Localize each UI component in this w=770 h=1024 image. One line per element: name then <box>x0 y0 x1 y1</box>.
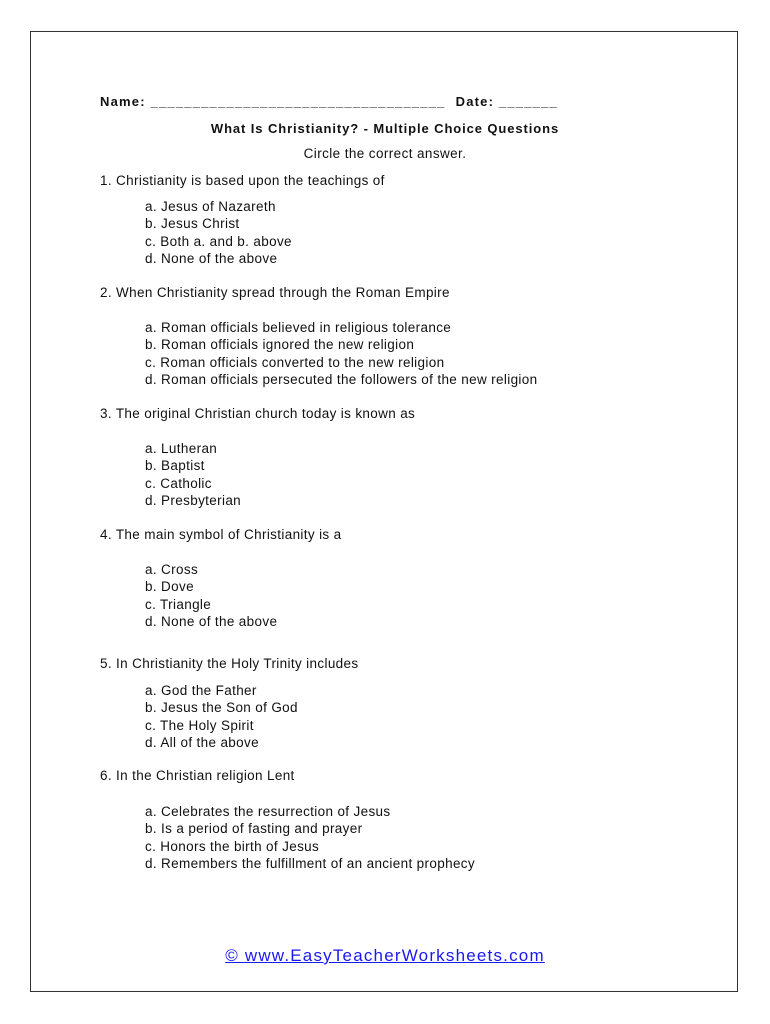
instructions: Circle the correct answer. <box>303 146 467 161</box>
option: c. The Holy Spirit <box>145 717 254 733</box>
option: d. Roman officials persecuted the followers of the new religion <box>145 371 538 387</box>
option: b. Jesus the Son of God <box>145 700 298 716</box>
option: b. Is a period of fasting and prayer <box>145 821 363 837</box>
option: c. Both a. and b. above <box>145 233 292 249</box>
option: b. Baptist <box>145 458 205 474</box>
option: a. Jesus of Nazareth <box>145 199 276 214</box>
option: a. Lutheran <box>145 441 218 456</box>
question-3: 3. The original Christian church today is known as <box>100 406 416 421</box>
date-field: Date: _______ <box>455 94 558 109</box>
option: d. None of the above <box>145 613 278 629</box>
question-5: 5. In Christianity the Holy Trinity includes <box>100 656 359 671</box>
option: b. Jesus Christ <box>145 216 240 232</box>
option: c. Catholic <box>145 475 212 491</box>
header-line <box>100 94 558 109</box>
question-4-options <box>145 561 277 630</box>
option: a. Celebrates the resurrection of Jesus <box>145 804 391 819</box>
question-5-options <box>145 682 298 751</box>
option: d. Remembers the fulfillment of an ancient prophecy <box>145 855 476 871</box>
footer-website-link[interactable]: © www.EasyTeacherWorksheets.com <box>225 946 545 965</box>
option: c. Roman officials converted to the new religion <box>145 354 445 370</box>
option: c. Honors the birth of Jesus <box>145 838 320 854</box>
option: a. Roman officials believed in religious tolerance <box>145 320 452 335</box>
question-2: 2. When Christianity spread through the Roman Empire <box>100 285 450 300</box>
option: d. Presbyterian <box>145 492 242 508</box>
worksheet-title: What Is Christianity? - Multiple Choice Questions <box>210 121 560 136</box>
question-2-options <box>145 319 538 388</box>
name-field: Name: ___________________________________ <box>100 94 446 109</box>
option: a. God the Father <box>145 683 257 698</box>
question-6-options <box>145 803 475 872</box>
question-1: 1. Christianity is based upon the teachings of <box>100 173 385 188</box>
option: a. Cross <box>145 562 199 577</box>
option: c. Triangle <box>145 596 212 612</box>
question-1-options <box>145 198 292 267</box>
option: d. All of the above <box>145 734 259 750</box>
question-3-options <box>145 440 241 509</box>
option: b. Roman officials ignored the new religion <box>145 337 415 353</box>
option: b. Dove <box>145 579 194 595</box>
question-6: 6. In the Christian religion Lent <box>100 768 295 783</box>
question-4: 4. The main symbol of Christianity is a <box>100 527 342 542</box>
option: d. None of the above <box>145 250 278 266</box>
